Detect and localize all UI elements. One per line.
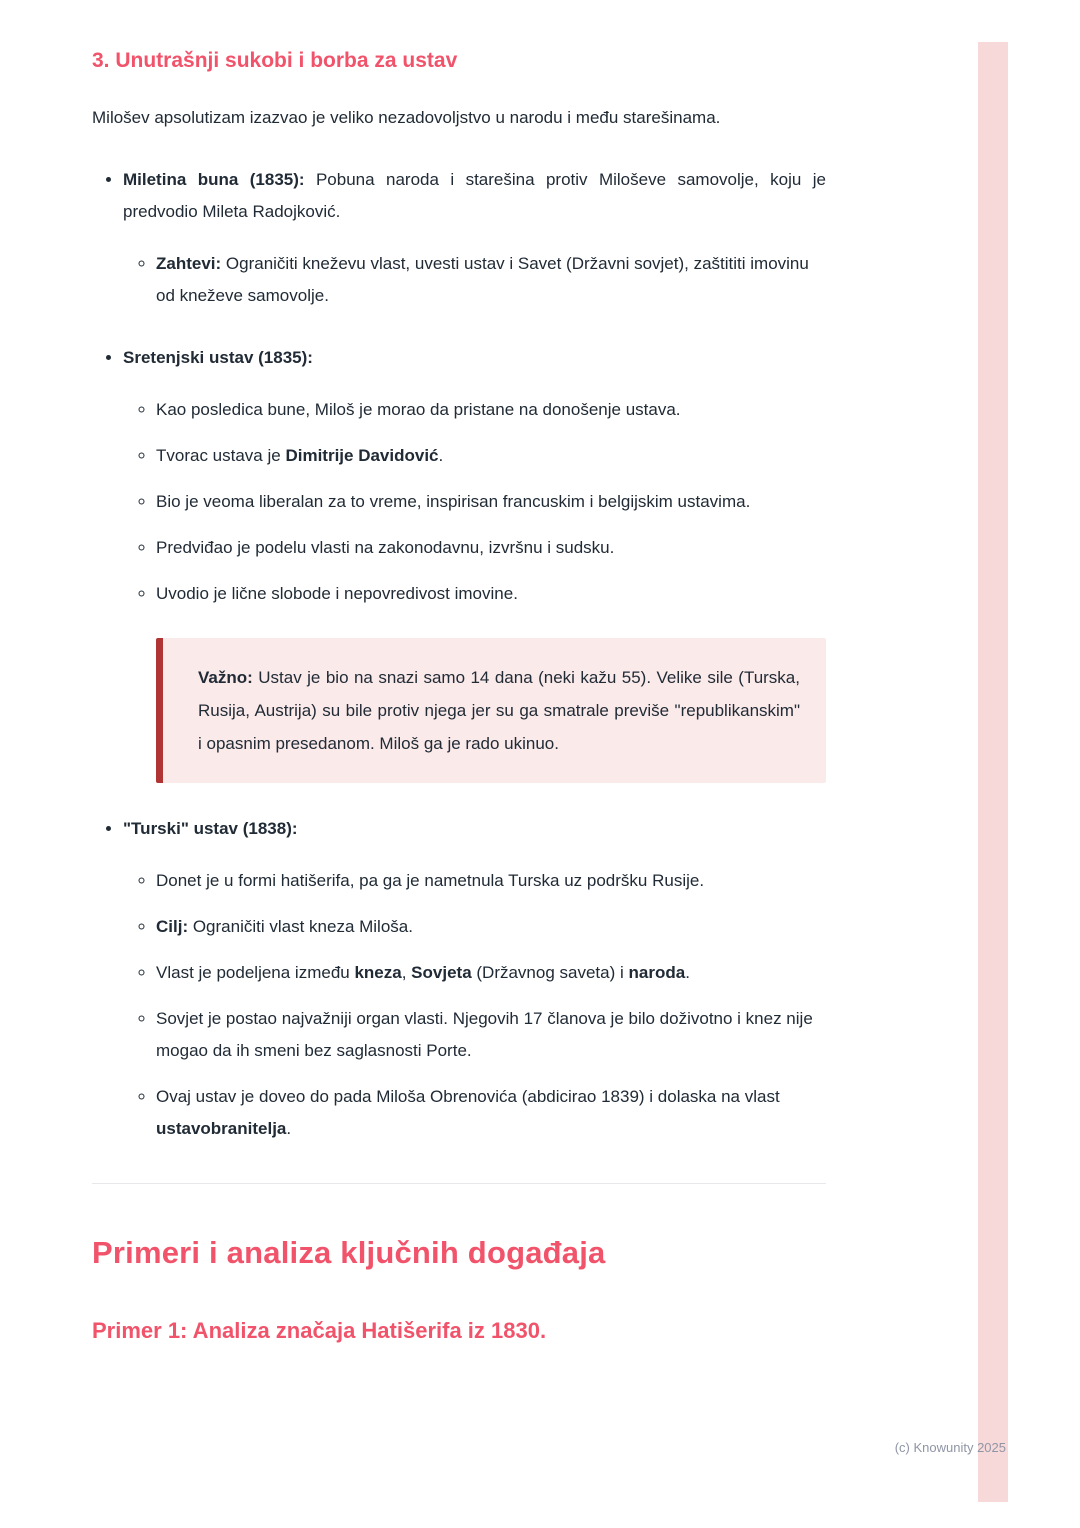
list-item: ◦ Ovaj ustav je doveo do pada Miloša Obrenovića (abdicirao 1839) i dolaska na vlast ustavobranitelja. — [156, 1081, 826, 1145]
list-item: ◦ Sovjet je postao najvažniji organ vlasti. Njegovih 17 članova je bilo doživotno i knez nije mogao da ih smeni bez saglasnosti Porte. — [156, 1003, 826, 1067]
list-item: ◦ Bio je veoma liberalan za to vreme, inspirisan francuskim i belgijskim ustavima. — [156, 486, 826, 518]
list-item: ◦ Donet je u formi hatišerifa, pa ga je nametnula Turska uz podršku Rusije. — [156, 865, 826, 897]
miletina-buna-text: • Miletina buna (1835): Pobuna naroda i starešina protiv Miloševe samovolje, koju je predvodio Mileta Radojković. — [123, 170, 826, 221]
list-item: ◦ Vlast je podeljena između kneza, Sovjeta (Državnog saveta) i naroda. — [156, 957, 826, 989]
list-item: ◦ Kao posledica bune, Miloš je morao da pristane na donošenje ustava. — [156, 394, 826, 426]
main-bullet-list — [92, 164, 826, 1145]
sretenjski-sub-list — [123, 394, 826, 610]
list-item: ◦ Uvodio je lične slobode i nepovredivost imovine. — [156, 578, 826, 610]
list-item-zahtevi: ◦ Zahtevi: Ograničiti kneževu vlast, uvesti ustav i Savet (Državni sovjet), zaštititi imovinu od kneževe samovolje. — [156, 248, 826, 312]
list-item: ◦ Cilj: Ograničiti vlast kneza Miloša. — [156, 911, 826, 943]
copyright-footer: (c) Knowunity 2025 — [894, 1440, 1006, 1455]
important-callout: Važno: Ustav je bio na snazi samo 14 dana (neki kažu 55). Velike sile (Turska, Rusija, Austrija) su bile protiv njega jer su ga smatrale previše "republikanskim" i opasnim presedanom. Miloš ga je rado ukinuo. — [156, 638, 826, 783]
list-item-miletina-buna — [123, 164, 826, 312]
turski-ustav-title: • "Turski" ustav (1838): — [123, 819, 298, 838]
list-item: ◦ Tvorac ustava je Dimitrije Davidović. — [156, 440, 826, 472]
section-divider — [92, 1183, 826, 1184]
page-edge-pink-bar — [978, 42, 1008, 1502]
notes-content — [92, 46, 826, 1346]
list-item-turski-ustav — [123, 813, 826, 1145]
miletina-sub-list — [123, 248, 826, 312]
section-3-heading: 3. Unutrašnji sukobi i borba za ustav — [92, 49, 458, 72]
list-item-sretenjski-ustav — [123, 342, 826, 783]
turski-sub-list — [123, 865, 826, 1145]
list-item: ◦ Predviđao je podelu vlasti na zakonodavnu, izvršnu i sudsku. — [156, 532, 826, 564]
examples-heading: Primeri i analiza ključnih događaja — [92, 1235, 606, 1270]
intro-paragraph: Milošev apsolutizam izazvao je veliko nezadovoljstvo u narodu i među starešinama. — [92, 108, 721, 127]
example-1-heading: Primer 1: Analiza značaja Hatišerifa iz 1830. — [92, 1318, 547, 1343]
sretenjski-ustav-title: • Sretenjski ustav (1835): — [123, 348, 313, 367]
